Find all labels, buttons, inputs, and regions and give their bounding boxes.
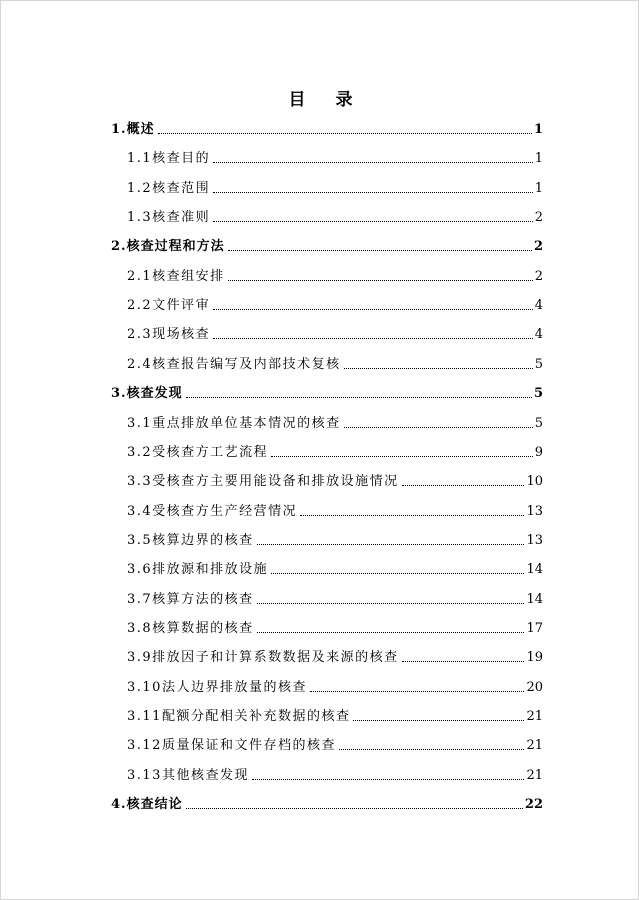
- toc-dot-leader: [257, 543, 525, 545]
- toc-page-number: 20: [526, 679, 543, 695]
- toc-entry-label: 1.2核查范围: [127, 180, 211, 196]
- toc-page-number: 13: [526, 532, 543, 548]
- toc-section-entry[interactable]: [127, 202, 543, 226]
- toc-page-number: 14: [526, 591, 543, 607]
- toc-section-entry[interactable]: [127, 466, 543, 490]
- toc-entry-label: 3.6排放源和排放设施: [127, 562, 269, 578]
- toc-entry-label: 2.核查过程和方法: [111, 239, 225, 255]
- toc-section-entry[interactable]: [127, 261, 543, 285]
- toc-section-entry[interactable]: [127, 349, 543, 373]
- toc-page-number: 21: [526, 767, 543, 783]
- toc-dot-leader: [257, 602, 525, 604]
- toc-dot-leader: [228, 279, 533, 281]
- toc-section-entry[interactable]: [127, 496, 543, 520]
- toc-page-number: 4: [534, 327, 543, 343]
- toc-dot-leader: [213, 308, 533, 310]
- toc-page-number: 13: [526, 503, 543, 519]
- toc-entry-label: 3.9排放因子和计算系数数据及来源的核查: [127, 650, 399, 666]
- toc-dot-leader: [339, 748, 525, 750]
- page-title: 目 录: [288, 90, 365, 110]
- toc-chapter-entry[interactable]: [111, 378, 543, 402]
- toc-entry-label: 3.7核算方法的核查: [127, 591, 254, 607]
- toc-entry-label: 1.概述: [111, 122, 155, 137]
- toc-section-entry[interactable]: [127, 730, 543, 754]
- toc-section-entry[interactable]: [127, 672, 543, 696]
- toc-dot-leader: [213, 161, 533, 163]
- toc-page-number: 1: [534, 151, 543, 167]
- toc-entry-label: 3.5核算边界的核查: [127, 532, 254, 548]
- toc-dot-leader: [310, 690, 525, 692]
- toc-entry-label: 2.1核查组安排: [127, 268, 225, 284]
- toc-dot-leader: [353, 719, 524, 721]
- toc-section-entry[interactable]: [127, 760, 543, 784]
- toc-section-entry[interactable]: [127, 554, 543, 578]
- toc-page-number: 1: [534, 180, 543, 196]
- toc-chapter-entry[interactable]: [111, 231, 543, 255]
- toc-page-number: 2: [533, 239, 543, 255]
- toc-entry-label: 3.2受核查方工艺流程: [127, 444, 269, 460]
- toc-page-number: 21: [526, 709, 543, 724]
- toc-entry-label: 1.1核查目的: [127, 151, 211, 167]
- toc-entry-label: 2.4核查报告编写及内部技术复核: [127, 356, 341, 372]
- toc-entry-label: 3.13其他核查发现: [127, 767, 249, 783]
- toc-page-number: 5: [534, 415, 543, 431]
- toc-page-number: 5: [533, 386, 543, 402]
- toc-dot-leader: [186, 396, 532, 398]
- toc-dot-leader: [186, 807, 523, 809]
- toc-page-number: 2: [534, 268, 543, 284]
- toc-page-number: 5: [534, 356, 543, 372]
- toc-page-number: 2: [534, 210, 543, 226]
- toc-entry-label: 3.1重点排放单位基本情况的核查: [127, 415, 341, 431]
- toc-entry-label: 3.核查发现: [111, 386, 183, 402]
- toc-entry-label: 3.11配额分配相关补充数据的核查: [127, 709, 351, 724]
- toc-dot-leader: [257, 631, 525, 633]
- toc-dot-leader: [213, 220, 533, 222]
- toc-page-number: 21: [526, 738, 543, 754]
- toc-section-entry[interactable]: [127, 290, 543, 314]
- toc-entry-label: 3.3受核查方主要用能设备和排放设施情况: [127, 474, 399, 490]
- toc-dot-leader: [344, 426, 533, 428]
- toc-section-entry[interactable]: [127, 525, 543, 549]
- toc-entry-label: 3.10法人边界排放量的核查: [127, 679, 307, 695]
- toc-section-entry[interactable]: [127, 143, 543, 167]
- toc-page-number: 1: [533, 122, 543, 137]
- toc-entry-label: 2.2文件评审: [127, 298, 211, 314]
- toc-dot-leader: [213, 191, 533, 193]
- toc-dot-leader: [252, 778, 525, 780]
- toc-section-entry[interactable]: [127, 173, 543, 197]
- toc-dot-leader: [213, 337, 533, 339]
- toc-dot-leader: [158, 132, 532, 134]
- toc-section-entry[interactable]: [127, 408, 543, 432]
- toc-section-entry[interactable]: [127, 437, 543, 461]
- toc-page-number: 9: [534, 444, 543, 460]
- toc-entry-label: 4.核查结论: [111, 797, 183, 813]
- toc-entry-label: 2.3现场核查: [127, 327, 211, 343]
- toc-entry-label: 3.8核算数据的核查: [127, 620, 254, 636]
- toc-section-entry[interactable]: [127, 613, 543, 637]
- toc-dot-leader: [271, 455, 533, 457]
- toc-page-number: 17: [526, 620, 543, 636]
- toc-page-number: 22: [524, 797, 543, 813]
- toc-page-number: 14: [526, 562, 543, 578]
- toc-section-entry[interactable]: [127, 642, 543, 666]
- toc-section-entry[interactable]: [127, 319, 543, 343]
- toc-dot-leader: [228, 249, 532, 251]
- toc-section-entry[interactable]: [127, 701, 543, 725]
- toc-chapter-entry[interactable]: [111, 789, 543, 813]
- toc-entry-label: 1.3核查准则: [127, 210, 211, 226]
- toc-entry-label: 3.4受核查方生产经营情况: [127, 503, 298, 519]
- toc-page-number: 10: [526, 474, 543, 490]
- toc-entry-label: 3.12质量保证和文件存档的核查: [127, 738, 336, 754]
- toc-page-number: 4: [534, 298, 543, 314]
- toc-page-number: 19: [526, 650, 543, 666]
- toc-dot-leader: [271, 572, 524, 574]
- toc-dot-leader: [300, 514, 524, 516]
- toc-section-entry[interactable]: [127, 584, 543, 608]
- toc-dot-leader: [344, 367, 533, 369]
- toc-chapter-entry[interactable]: [111, 114, 543, 138]
- toc-dot-leader: [402, 484, 525, 486]
- toc-dot-leader: [402, 660, 525, 662]
